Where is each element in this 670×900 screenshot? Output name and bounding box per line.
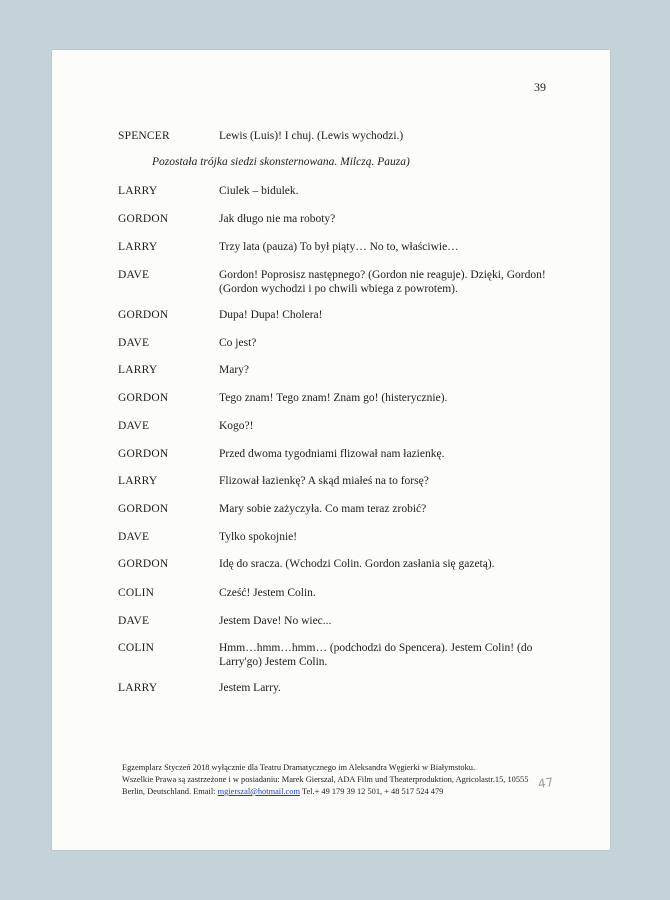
speaker-name: COLIN <box>118 642 155 654</box>
speech-text: Jestem Larry. <box>219 682 281 694</box>
speaker-name: GORDON <box>118 392 169 404</box>
speech-text: Dupa! Dupa! Cholera! <box>219 309 323 321</box>
footer-line: Wszelkie Prawa są zastrzeżone i w posiadaniu: Marek Gierszal, ADA Film und Theaterproduktion, Agricolastr.15, 10555 <box>122 775 529 784</box>
speaker-name: GORDON <box>118 309 169 321</box>
copyright-footer <box>122 762 562 798</box>
footer-contact-line <box>122 786 562 798</box>
speech-text: Przed dwoma tygodniami flizował nam łazienkę. <box>219 448 445 460</box>
speech-text: Mary? <box>219 364 250 376</box>
speaker-name: LARRY <box>118 475 158 487</box>
footer-text: Berlin, Deutschland. Email: <box>122 787 218 796</box>
speaker-name: GORDON <box>118 558 169 570</box>
email-link[interactable]: mgierszal@hotmail.com <box>217 787 300 796</box>
speaker-name: DAVE <box>118 337 150 349</box>
speech-text: Jak długo nie ma roboty? <box>219 213 336 225</box>
speaker-name: LARRY <box>118 364 158 376</box>
speaker-name: LARRY <box>118 185 158 197</box>
speech-text: Idę do sracza. (Wchodzi Colin. Gordon zasłania się gazetą). <box>219 558 495 570</box>
stage-direction: Pozostała trójka siedzi skonsternowana. Milczą. Pauza) <box>152 156 410 168</box>
speaker-name: DAVE <box>118 420 150 432</box>
speech-text: Mary sobie zażyczyła. Co mam teraz zrobić? <box>219 503 427 515</box>
speaker-name: DAVE <box>118 615 150 627</box>
footer-line: Egzemplarz Styczeń 2018 wyłącznie dla Teatru Dramatycznego im Aleksandra Węgierki w Białymstoku. <box>122 763 476 772</box>
speech-text: Flizował łazienkę? A skąd miałeś na to forsę? <box>219 475 429 487</box>
speaker-name: SPENCER <box>118 130 170 142</box>
speech-text: Kogo?! <box>219 420 254 432</box>
speaker-name: GORDON <box>118 448 169 460</box>
speech-text: Tylko spokojnie! <box>219 531 298 543</box>
speaker-name: LARRY <box>118 241 158 253</box>
speech-text: Ciulek – bidulek. <box>219 185 299 197</box>
footer-text: Tel.+ 49 179 39 12 501, + 48 517 524 479 <box>299 787 444 796</box>
speech-text: Jestem Dave! No wiec... <box>219 615 332 627</box>
speaker-name: DAVE <box>118 269 150 281</box>
page-number: 39 <box>534 80 546 94</box>
script-page <box>52 50 610 850</box>
speech-text: Trzy lata (pauza) To był piąty… No to, właściwie… <box>219 241 459 253</box>
speaker-name: GORDON <box>118 213 169 225</box>
speaker-name: LARRY <box>118 682 158 694</box>
speaker-name: GORDON <box>118 503 169 515</box>
speech-text: Cześć! Jestem Colin. <box>219 587 316 599</box>
speaker-name: COLIN <box>118 587 155 599</box>
speech-text: Hmm…hmm…hmm… (podchodzi do Spencera). Jestem Colin! (do Larry'go) Jestem Colin. <box>219 642 533 668</box>
speech-text: Tego znam! Tego znam! Znam go! (histerycznie). <box>219 392 448 404</box>
speech-text: Gordon! Poprosisz następnego? (Gordon nie reaguje). Dzięki, Gordon! (Gordon wychodzi i po chwili wbiega z powrotem). <box>219 269 546 295</box>
pencil-page-mark: 47 <box>537 775 555 791</box>
speech-text: Lewis (Luis)! I chuj. (Lewis wychodzi.) <box>219 130 404 142</box>
speaker-name: DAVE <box>118 531 150 543</box>
speech-text: Co jest? <box>219 337 257 349</box>
